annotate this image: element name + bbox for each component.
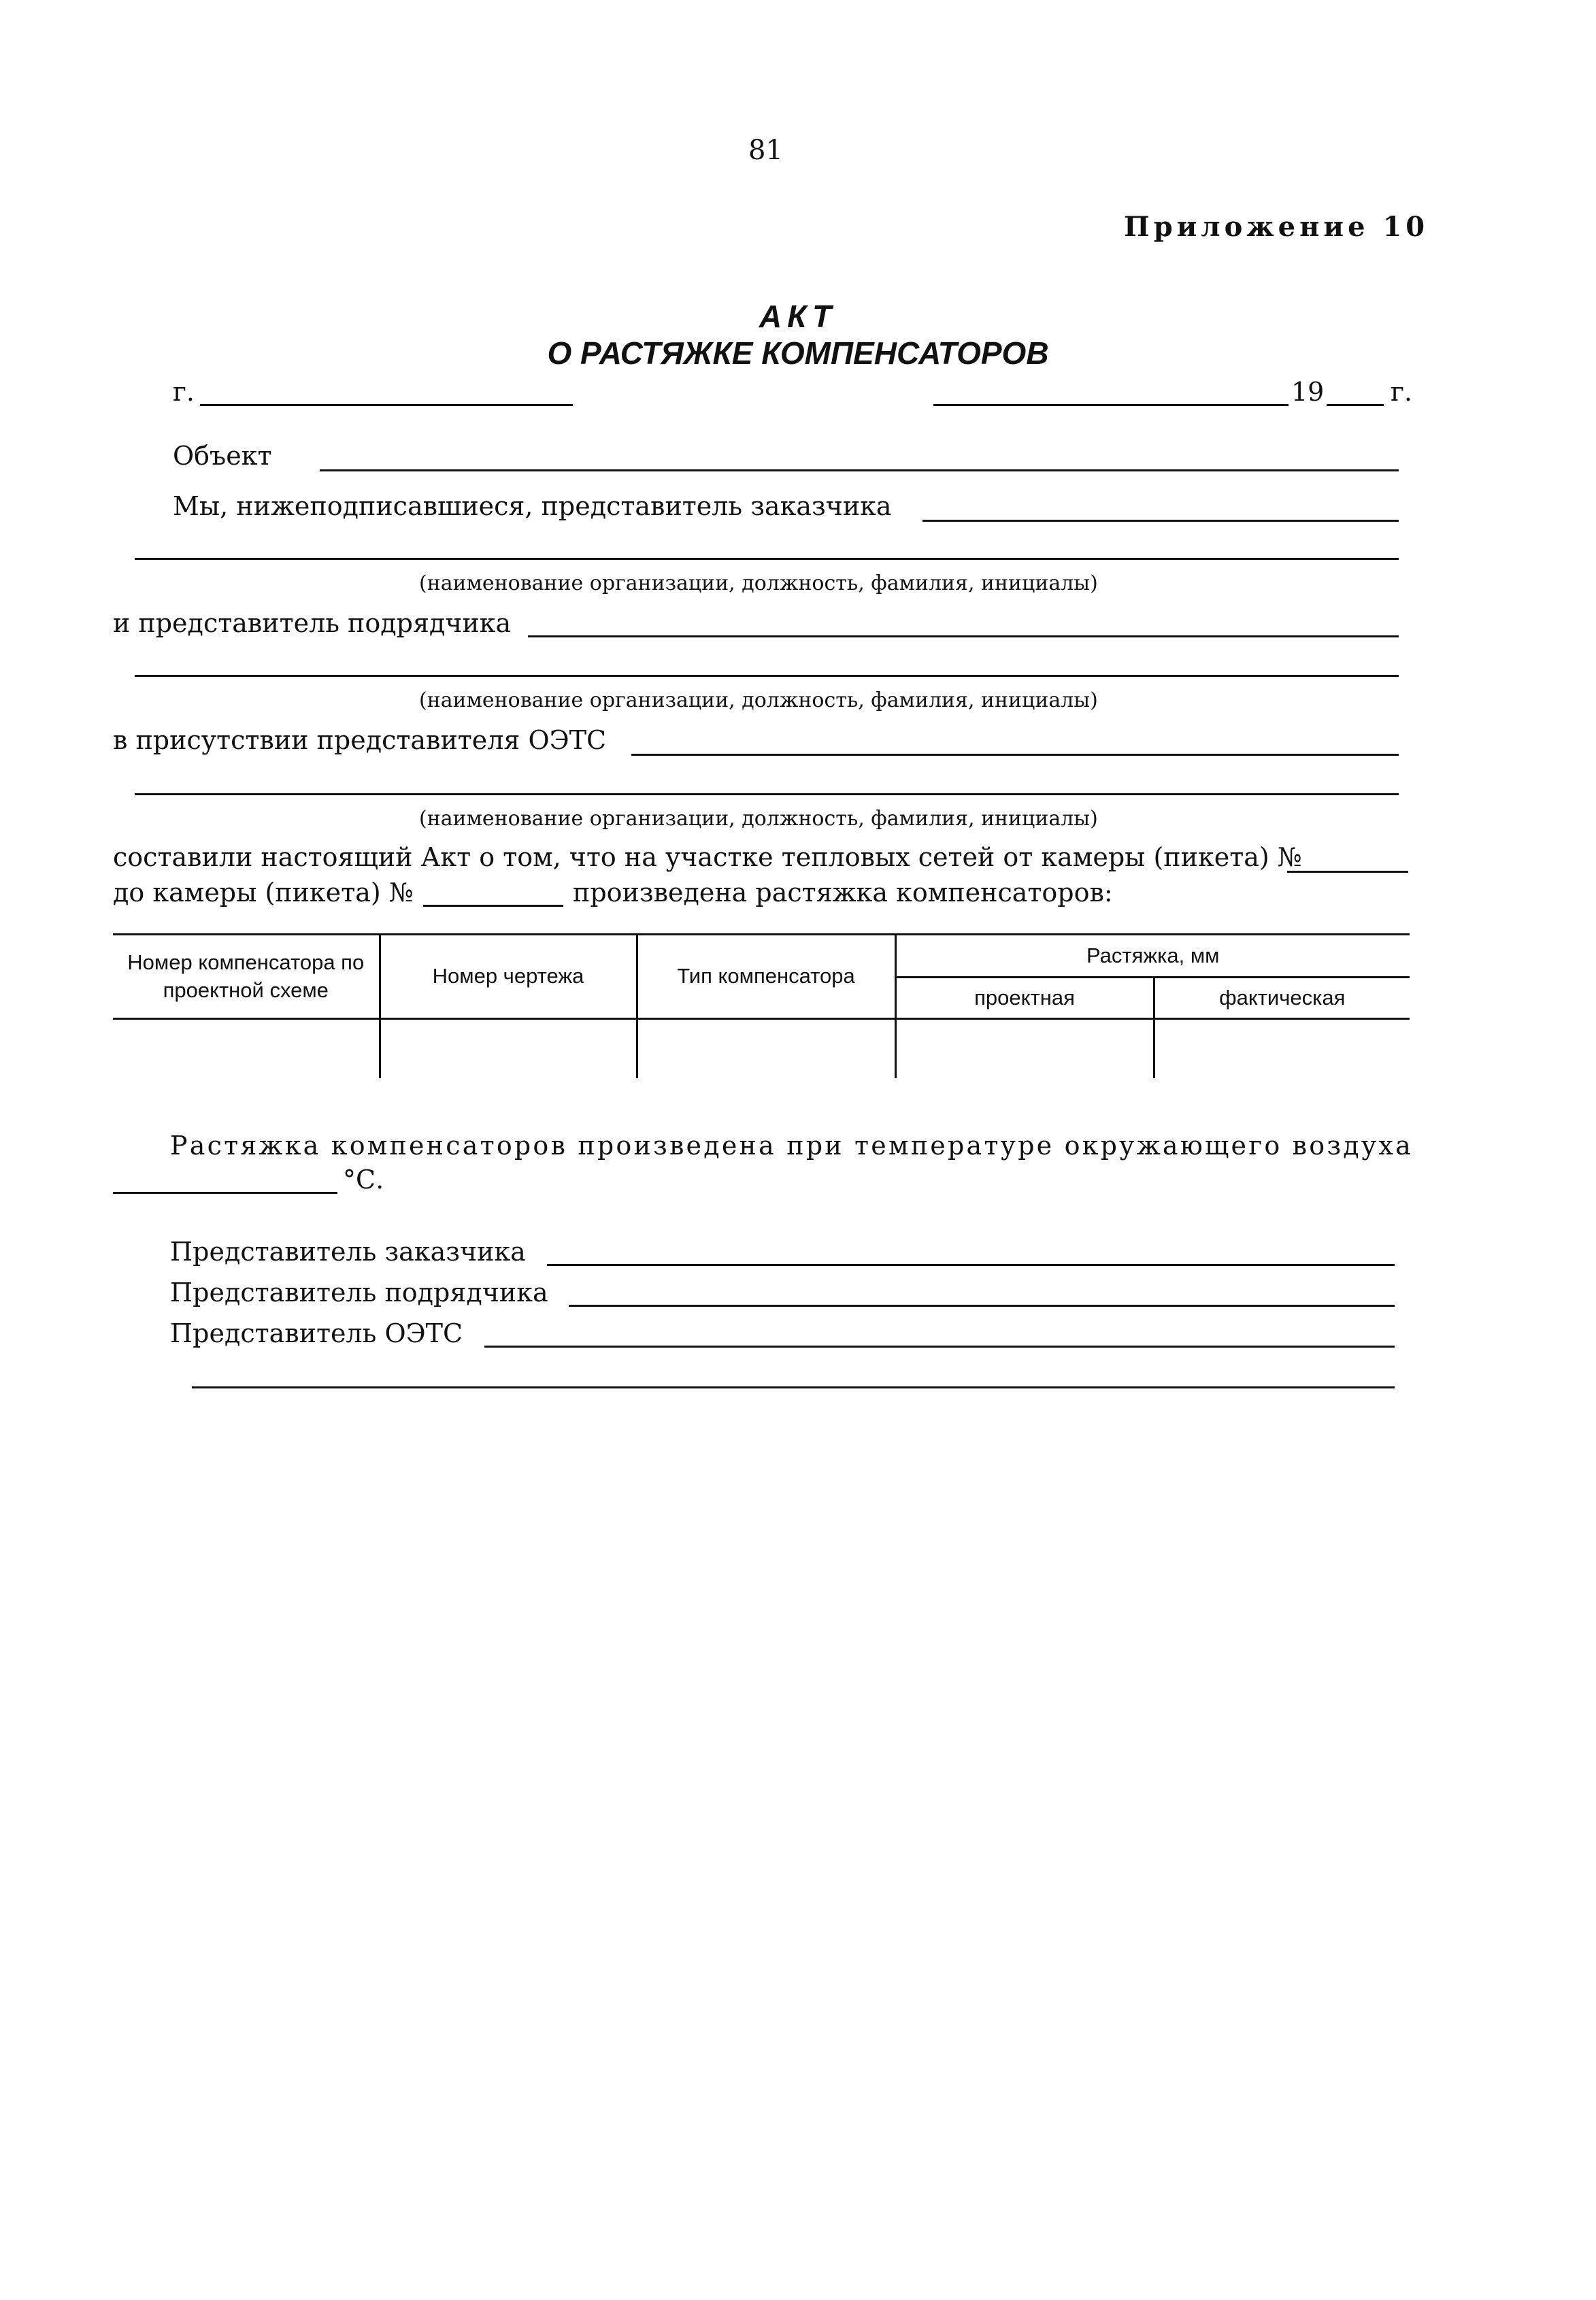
date-suffix: г. <box>1391 377 1412 407</box>
year-field[interactable] <box>1327 404 1384 406</box>
customer-rep-caption: (наименование организации, должность, фамилия, инициалы) <box>419 571 1098 595</box>
sign-contractor-field[interactable] <box>569 1305 1395 1307</box>
date-year: 19 <box>1291 377 1325 407</box>
cell-compensator-number[interactable] <box>113 1019 380 1079</box>
page-number: 81 <box>748 135 783 166</box>
from-chamber-field[interactable] <box>1287 871 1408 873</box>
city-field[interactable] <box>200 404 573 406</box>
object-label: Объект <box>173 441 272 471</box>
document-subtitle: О РАСТЯЖКЕ КОМПЕНСАТОРОВ <box>547 335 1049 371</box>
cell-design-stretch[interactable] <box>895 1019 1154 1079</box>
header-drawing-number: Номер чертежа <box>380 935 637 1019</box>
header-stretch-group: Растяжка, мм <box>895 935 1410 978</box>
statement-line-2-start: до камеры (пикета) № <box>113 878 414 907</box>
header-compensator-number: Номер компенсатора по проектной схеме <box>113 935 380 1019</box>
statement-line-1: составили настоящий Акт о том, что на участке тепловых сетей от камеры (пикета) № <box>113 842 1302 872</box>
date-field[interactable] <box>933 404 1289 406</box>
header-actual-stretch: фактическая <box>1154 978 1410 1019</box>
customer-rep-label: Мы, нижеподписавшиеся, представитель заказчика <box>173 491 892 521</box>
sign-oets-field[interactable] <box>484 1346 1395 1348</box>
contractor-rep-caption: (наименование организации, должность, фамилия, инициалы) <box>419 688 1098 712</box>
header-compensator-type: Тип компенсатора <box>637 935 895 1019</box>
sign-customer-field[interactable] <box>547 1264 1395 1266</box>
contractor-rep-label: и представитель подрядчика <box>113 608 512 638</box>
sign-oets-field-2[interactable] <box>192 1386 1395 1388</box>
sign-contractor-label: Представитель подрядчика <box>170 1278 548 1307</box>
temperature-text: Растяжка компенсаторов произведена при температуре окружающего воздуха <box>170 1131 1413 1161</box>
cell-drawing-number[interactable] <box>380 1019 637 1079</box>
appendix-label: Приложение 10 <box>1124 211 1429 243</box>
city-prefix: г. <box>173 377 195 407</box>
cell-actual-stretch[interactable] <box>1154 1019 1410 1079</box>
sign-customer-label: Представитель заказчика <box>170 1237 526 1267</box>
document-title: АКТ <box>759 299 837 334</box>
compensator-table <box>113 933 1410 1078</box>
header-design-stretch: проектная <box>895 978 1154 1019</box>
temperature-field[interactable] <box>113 1192 337 1194</box>
customer-rep-field-2[interactable] <box>135 558 1399 560</box>
oets-rep-field-2[interactable] <box>135 793 1399 795</box>
table-row <box>113 1019 1410 1079</box>
contractor-rep-field[interactable] <box>528 635 1399 637</box>
oets-rep-label: в присутствии представителя ОЭТС <box>113 725 607 755</box>
oets-rep-caption: (наименование организации, должность, фамилия, инициалы) <box>419 807 1098 831</box>
sign-oets-label: Представитель ОЭТС <box>170 1318 463 1348</box>
customer-rep-field[interactable] <box>922 520 1399 522</box>
contractor-rep-field-2[interactable] <box>135 675 1399 677</box>
object-field[interactable] <box>320 469 1399 471</box>
temperature-unit: °С. <box>343 1165 384 1195</box>
oets-rep-field[interactable] <box>631 754 1399 756</box>
to-chamber-field[interactable] <box>423 905 563 907</box>
cell-compensator-type[interactable] <box>637 1019 895 1079</box>
statement-line-2-end: произведена растяжка компенсаторов: <box>573 878 1113 907</box>
